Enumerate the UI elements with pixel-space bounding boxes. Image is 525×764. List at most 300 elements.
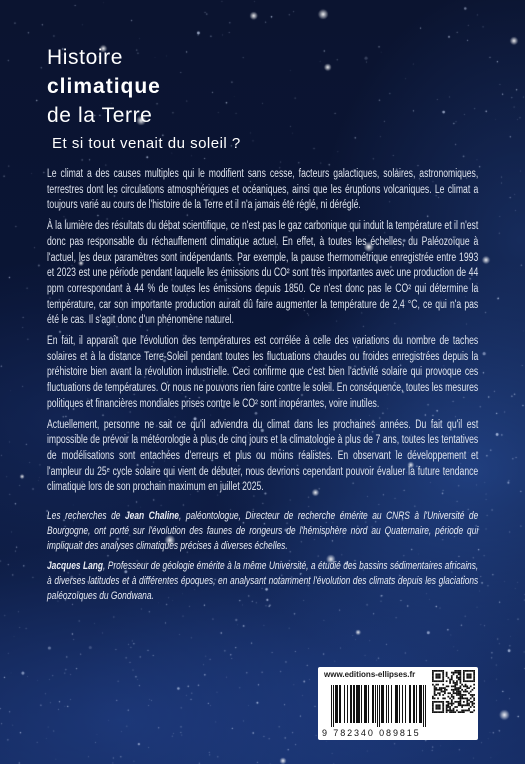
qr-module [456, 710, 458, 712]
barcode-bar [351, 685, 352, 723]
qr-module [439, 675, 441, 677]
qr-module [472, 680, 474, 682]
qr-module [446, 689, 448, 691]
qr-module [470, 670, 472, 672]
qr-module [461, 684, 463, 686]
qr-module [453, 680, 455, 682]
barcode-bar [395, 685, 396, 723]
author-bio-jean-chaline [47, 509, 478, 554]
qr-module [458, 673, 460, 675]
qr-module [460, 670, 462, 672]
qr-module [434, 694, 436, 696]
qr-module [460, 679, 462, 681]
qr-module [432, 701, 434, 703]
qr-module [461, 706, 463, 708]
qr-module [454, 685, 456, 687]
qr-module [439, 708, 441, 710]
barcode-bar [413, 685, 414, 723]
qr-module [432, 698, 434, 700]
qr-module [473, 680, 475, 682]
qr-module [472, 711, 474, 713]
qr-module [473, 694, 475, 696]
qr-module [446, 673, 448, 675]
qr-module [437, 706, 439, 708]
qr-module [442, 673, 444, 675]
qr-module [465, 680, 467, 682]
qr-module [454, 687, 456, 689]
qr-module [432, 696, 434, 698]
qr-module [439, 704, 441, 706]
qr-module [466, 687, 468, 689]
qr-module [442, 698, 444, 700]
qr-module [470, 698, 472, 700]
barcode-bar [402, 685, 403, 723]
qr-module [449, 680, 451, 682]
qr-module [454, 711, 456, 713]
barcode-bar [331, 685, 332, 727]
qr-module [456, 670, 458, 672]
qr-module [465, 710, 467, 712]
bio-text: , Professeur de géologie émérite à la même Université, a étudié des bassins sédimentaires africains, à diverses latitudes et à différentes époques, en analysant notamment l'évolution des climats depuis les glaciations paléozoïques du Gondwana. [47, 560, 479, 603]
qr-module [454, 701, 456, 703]
qr-module [458, 670, 460, 672]
qr-module [466, 685, 468, 687]
qr-module [453, 710, 455, 712]
barcode-bar [372, 685, 373, 723]
qr-module [442, 675, 444, 677]
barcode-bar [405, 685, 406, 723]
qr-module [453, 692, 455, 694]
qr-module [442, 708, 444, 710]
qr-module [460, 675, 462, 677]
qr-module [435, 677, 437, 679]
qr-module [461, 696, 463, 698]
qr-module [435, 708, 437, 710]
qr-module [439, 692, 441, 694]
qr-module [439, 673, 441, 675]
qr-module [460, 698, 462, 700]
qr-module [463, 710, 465, 712]
qr-module [460, 699, 462, 701]
qr-module [453, 698, 455, 700]
qr-module [466, 698, 468, 700]
qr-module [441, 701, 443, 703]
qr-module [435, 704, 437, 706]
barcode-bar [340, 685, 341, 723]
qr-module [447, 692, 449, 694]
barcode-bar [421, 685, 422, 723]
blurb-text: Actuellement, personne ne sait ce qu'il adviendra du climat dans les prochaines années. Du fait qu'il est impossible de prévoir la météorologie à plus de cinq jours et la climatologie à plus de 7 ans, toutes les tentatives de modélisations sont entachées d'erreurs et plus ou moins réalistes. En observant le développement et l'ampleur du 25 [47, 418, 479, 478]
qr-module [470, 711, 472, 713]
qr-module [472, 670, 474, 672]
qr-module [453, 673, 455, 675]
bio-text: , paléontologue, Directeur de recherche émérite au CNRS à l'Université de Bourgogne, ont porté sur l'évolution des faunes de rongeurs de l'hémisphère nord au Quaternaire, période qui impliquait des analyses climatiques précises à diverses échelles. [47, 510, 479, 553]
qr-module [470, 691, 472, 693]
qr-module [460, 701, 462, 703]
qr-module [442, 684, 444, 686]
qr-module [446, 672, 448, 674]
qr-module [473, 699, 475, 701]
qr-module [432, 675, 434, 677]
qr-module [437, 680, 439, 682]
qr-module [446, 685, 448, 687]
barcode-bar [364, 685, 365, 723]
qr-module [460, 672, 462, 674]
qr-module [470, 680, 472, 682]
qr-module [466, 701, 468, 703]
qr-module [441, 670, 443, 672]
qr-module [453, 689, 455, 691]
qr-module [468, 704, 470, 706]
barcode-bar [356, 685, 357, 723]
qr-module [473, 677, 475, 679]
qr-module [472, 701, 474, 703]
qr-module [460, 682, 462, 684]
qr-module [444, 698, 446, 700]
qr-module [451, 703, 453, 705]
qr-module [456, 689, 458, 691]
qr-module [451, 694, 453, 696]
qr-module [453, 682, 455, 684]
qr-module [466, 670, 468, 672]
qr-module [435, 701, 437, 703]
qr-module [434, 692, 436, 694]
qr-module [466, 680, 468, 682]
qr-module [447, 696, 449, 698]
qr-module [451, 672, 453, 674]
qr-module [449, 710, 451, 712]
qr-module [437, 692, 439, 694]
qr-module [447, 701, 449, 703]
qr-module [466, 691, 468, 693]
qr-module [472, 703, 474, 705]
qr-module [437, 704, 439, 706]
qr-module [447, 677, 449, 679]
barcode-bar [416, 685, 417, 723]
qr-module [466, 703, 468, 705]
qr-module [468, 708, 470, 710]
qr-module [456, 684, 458, 686]
qr-module [456, 675, 458, 677]
qr-module [473, 675, 475, 677]
barcode-bar [366, 685, 367, 723]
barcode-bar [423, 685, 424, 727]
qr-module [451, 689, 453, 691]
qr-module [444, 687, 446, 689]
qr-code-icon [432, 670, 475, 713]
qr-module [439, 670, 441, 672]
qr-module [473, 698, 475, 700]
qr-module [453, 685, 455, 687]
qr-module [449, 706, 451, 708]
qr-module [439, 701, 441, 703]
qr-module [458, 704, 460, 706]
qr-module [473, 710, 475, 712]
qr-module [437, 684, 439, 686]
qr-module [446, 701, 448, 703]
qr-module [437, 673, 439, 675]
qr-module [451, 685, 453, 687]
qr-module [432, 711, 434, 713]
qr-module [446, 708, 448, 710]
qr-module [456, 687, 458, 689]
qr-module [435, 684, 437, 686]
qr-module [470, 701, 472, 703]
qr-module [442, 711, 444, 713]
qr-module [458, 703, 460, 705]
qr-module [449, 698, 451, 700]
qr-module [442, 687, 444, 689]
isbn-number: 9 782340 089815 [322, 728, 421, 738]
qr-module [456, 701, 458, 703]
qr-module [442, 701, 444, 703]
qr-module [441, 687, 443, 689]
qr-module [461, 704, 463, 706]
qr-module [442, 706, 444, 708]
barcode-bar [336, 685, 337, 723]
qr-module [442, 691, 444, 693]
qr-module [473, 703, 475, 705]
qr-module [472, 694, 474, 696]
qr-module [437, 670, 439, 672]
qr-module [460, 704, 462, 706]
qr-module [453, 691, 455, 693]
qr-module [472, 689, 474, 691]
qr-module [461, 694, 463, 696]
qr-module [432, 670, 434, 672]
ean13-barcode [331, 685, 426, 727]
qr-module [460, 703, 462, 705]
qr-module [468, 677, 470, 679]
qr-module [468, 680, 470, 682]
qr-module [449, 711, 451, 713]
qr-module [432, 680, 434, 682]
qr-module [432, 684, 434, 686]
qr-module [470, 673, 472, 675]
book-title [47, 43, 161, 130]
qr-module [451, 699, 453, 701]
qr-module [468, 699, 470, 701]
qr-module [470, 677, 472, 679]
qr-module [454, 670, 456, 672]
qr-module [434, 689, 436, 691]
qr-module [451, 710, 453, 712]
qr-module [460, 685, 462, 687]
qr-module [451, 675, 453, 677]
qr-module [473, 706, 475, 708]
qr-module [432, 704, 434, 706]
qr-module [442, 677, 444, 679]
qr-module [437, 689, 439, 691]
qr-module [463, 672, 465, 674]
qr-module [442, 694, 444, 696]
qr-module [468, 692, 470, 694]
qr-module [437, 708, 439, 710]
barcode-bar [397, 685, 398, 723]
qr-module [463, 680, 465, 682]
title-line-de-la-terre: de la Terre [47, 104, 153, 127]
barcode-bar [353, 685, 354, 723]
qr-module [463, 677, 465, 679]
qr-module [434, 711, 436, 713]
qr-module [466, 699, 468, 701]
qr-module [444, 691, 446, 693]
qr-module [439, 680, 441, 682]
author-bios [47, 509, 478, 604]
qr-module [439, 711, 441, 713]
barcode-bar [425, 685, 426, 727]
qr-module [468, 675, 470, 677]
qr-module [454, 682, 456, 684]
qr-module [442, 672, 444, 674]
qr-module [446, 711, 448, 713]
qr-module [468, 673, 470, 675]
qr-module [451, 677, 453, 679]
barcode-bar [414, 685, 415, 723]
qr-module [473, 672, 475, 674]
qr-module [434, 687, 436, 689]
barcode-bar [382, 685, 383, 723]
qr-module [435, 670, 437, 672]
barcode-bar [339, 685, 340, 723]
qr-module [473, 670, 475, 672]
qr-module [460, 687, 462, 689]
qr-module [460, 696, 462, 698]
barcode-bar [361, 685, 362, 723]
qr-module [461, 710, 463, 712]
qr-module [449, 708, 451, 710]
barcode-bar [388, 685, 389, 723]
qr-module [458, 711, 460, 713]
qr-module [432, 677, 434, 679]
qr-module [446, 704, 448, 706]
qr-module [451, 711, 453, 713]
qr-module [458, 691, 460, 693]
qr-module [454, 692, 456, 694]
qr-module [458, 692, 460, 694]
barcode-bar [375, 685, 376, 723]
qr-module [439, 706, 441, 708]
barcode-bar [365, 685, 366, 723]
qr-module [447, 685, 449, 687]
barcode-bar [358, 685, 359, 723]
qr-module [463, 691, 465, 693]
barcode-bar [396, 685, 397, 723]
barcode-bar [357, 685, 358, 723]
qr-module [463, 704, 465, 706]
qr-module [463, 679, 465, 681]
qr-module [432, 706, 434, 708]
qr-module [441, 691, 443, 693]
qr-module [451, 704, 453, 706]
qr-module [463, 675, 465, 677]
barcode-bar [399, 685, 400, 723]
qr-module [451, 696, 453, 698]
qr-module [473, 679, 475, 681]
barcode-bar [347, 685, 348, 723]
qr-module [465, 694, 467, 696]
qr-module [446, 675, 448, 677]
qr-module [437, 677, 439, 679]
qr-module [444, 692, 446, 694]
qr-module [453, 711, 455, 713]
qr-module [461, 711, 463, 713]
qr-module [465, 684, 467, 686]
qr-module [466, 710, 468, 712]
qr-module [435, 673, 437, 675]
barcode-bar [386, 685, 387, 723]
blurb-paragraph-1: Le climat a des causes multiples qui le modifient sans cesse, facteurs galactiques, solaires, astronomiques, terrestres dont les circulations atmosphériques et océaniques, ainsi que les éruptions volcaniques. Le climat a toujours varié au cours de l'histoire de la Terre et il n'a jamais été réglé, ni déréglé. [47, 168, 479, 212]
qr-module [432, 708, 434, 710]
qr-module [468, 687, 470, 689]
qr-module [465, 698, 467, 700]
qr-module [465, 670, 467, 672]
qr-module [463, 711, 465, 713]
qr-module [449, 679, 451, 681]
qr-module [473, 687, 475, 689]
qr-module [437, 675, 439, 677]
qr-module [454, 684, 456, 686]
qr-module [447, 706, 449, 708]
qr-module [473, 673, 475, 675]
title-line-climatique: climatique [47, 75, 161, 98]
qr-module [441, 680, 443, 682]
qr-module [463, 694, 465, 696]
qr-module [454, 706, 456, 708]
qr-module [435, 706, 437, 708]
qr-module [456, 682, 458, 684]
qr-module [439, 677, 441, 679]
qr-module [442, 670, 444, 672]
ordinal-suffix: e [106, 465, 110, 474]
back-cover-text [47, 167, 478, 609]
qr-module [434, 670, 436, 672]
qr-module [442, 679, 444, 681]
publisher-website: www.editions-ellipses.fr [324, 670, 416, 679]
barcode-bar [368, 685, 369, 723]
qr-module [449, 703, 451, 705]
qr-module [470, 706, 472, 708]
qr-module [454, 672, 456, 674]
qr-module [470, 685, 472, 687]
barcode-bar [354, 685, 355, 723]
blurb-text: cycle solaire qui vient de débuter, nous devrions cependant pouvoir évaluer la future tendance climatique lors de son prochain maximum en juillet 2025. [47, 465, 479, 494]
qr-module [473, 684, 475, 686]
qr-module [458, 687, 460, 689]
qr-module [453, 696, 455, 698]
qr-module [439, 694, 441, 696]
qr-module [456, 692, 458, 694]
qr-module [456, 706, 458, 708]
blurb-paragraph-4 [47, 418, 478, 497]
qr-module [435, 687, 437, 689]
qr-module [441, 689, 443, 691]
qr-module [434, 698, 436, 700]
qr-module [468, 710, 470, 712]
qr-module [460, 677, 462, 679]
qr-module [446, 680, 448, 682]
qr-module [458, 701, 460, 703]
bio-text: Les recherches de [47, 510, 125, 523]
qr-module [447, 703, 449, 705]
qr-module [458, 679, 460, 681]
qr-module [463, 698, 465, 700]
qr-module [453, 703, 455, 705]
blurb-paragraph-2: À la lumière des résultats du débat scientifique, ce n'est pas le gaz carbonique qui induit la température et il n'est donc pas responsable du réchauffement climatique actuel. En effet, à toutes les échelles, du Paléozoïque à l'actuel, les deux paramètres sont indépendants. Par exemple, la pause thermométrique enregistrée entre 1993 et 2023 est une période pendant laquelle les émissions du CO² sont très importantes avec une production de 44 ppm correspondant à 44 % de toutes les émissions depuis 1850. Ce n'est donc pas le CO² qui détermine la température, car son importante production aurait dû faire augmenter la température de 2,4 °C, ce qui n'a pas été le cas. Il s'agit donc d'un phénomène naturel. [47, 220, 479, 327]
qr-module [435, 694, 437, 696]
qr-module [442, 704, 444, 706]
qr-module [456, 694, 458, 696]
